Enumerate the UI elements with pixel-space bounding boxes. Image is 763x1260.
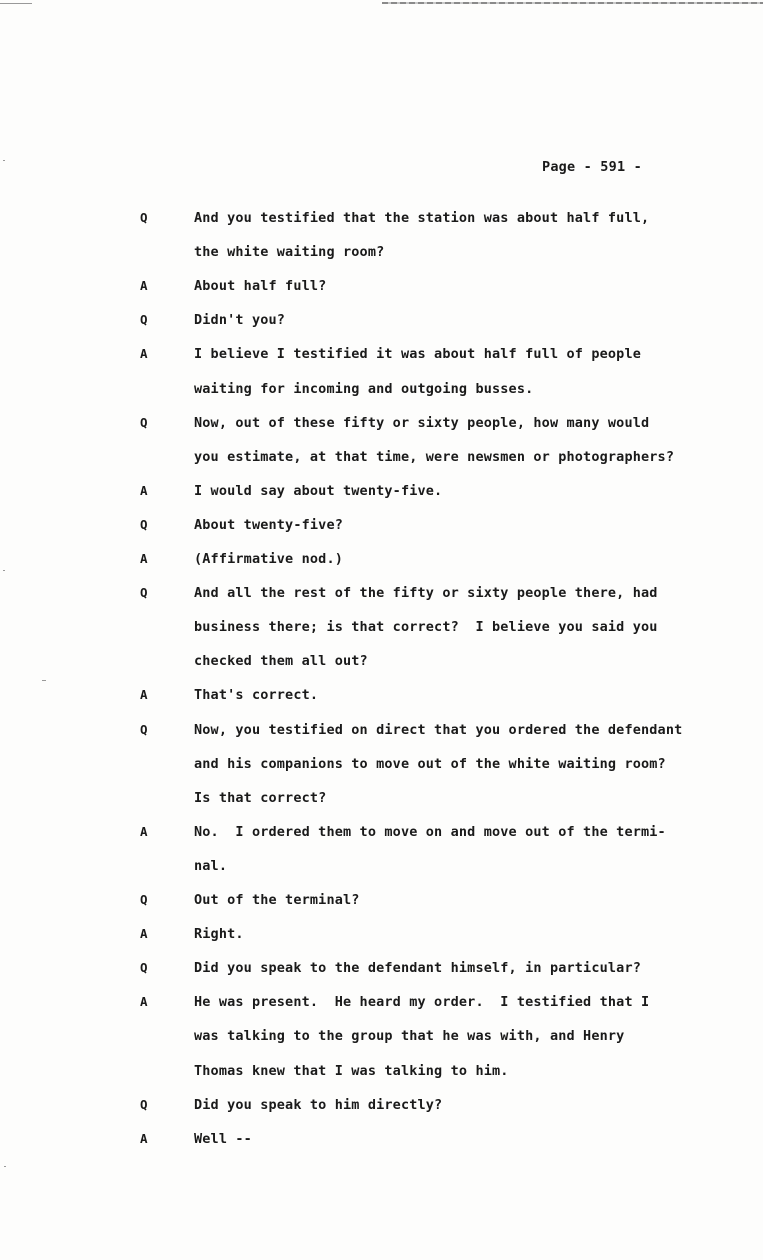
speaker-label: A (140, 482, 148, 498)
speaker-label: Q (140, 414, 148, 430)
transcript-line: He was present. He heard my order. I testified that I (194, 994, 650, 1011)
top-left-rule (0, 3, 32, 4)
speaker-label: Q (140, 210, 148, 225)
transcript-line: Didn't you? (194, 312, 286, 329)
transcript-line: Did you speak to him directly? (194, 1096, 443, 1113)
transcript-line: you estimate, at that time, were newsmen or photographers? (194, 448, 675, 465)
scan-speck (4, 1166, 6, 1167)
page-number: Page - 591 - (542, 159, 642, 175)
speaker-label: Q (140, 960, 148, 976)
speaker-label: Q (140, 1096, 148, 1112)
transcript-line: Is that correct? (194, 789, 327, 806)
transcript-line: About half full? (194, 278, 327, 295)
transcript-line: Well -- (194, 1130, 252, 1147)
transcript-line: the white waiting room? (194, 244, 385, 261)
speaker-label: A (140, 1130, 148, 1146)
transcript-line: And all the rest of the fifty or sixty people there, had (194, 585, 658, 602)
transcript-line: That's correct. (194, 687, 319, 704)
transcript-line: About twenty-five? (194, 516, 343, 533)
top-right-rule (382, 2, 763, 4)
speaker-label: A (140, 551, 148, 566)
transcript-line: And you testified that the station was about half full, (194, 210, 650, 226)
scan-speck (42, 680, 46, 681)
transcript-line: and his companions to move out of the white waiting room? (194, 755, 666, 772)
transcript-line: No. I ordered them to move on and move out of the termi- (194, 823, 666, 840)
speaker-label: Q (140, 721, 148, 737)
transcript-line: I believe I testified it was about half full of people (194, 346, 641, 363)
scan-speck (3, 570, 5, 571)
transcript-line: Now, you testified on direct that you ordered the defendant (194, 721, 683, 738)
transcript-line: was talking to the group that he was with, and Henry (194, 1028, 625, 1045)
speaker-label: A (140, 346, 148, 362)
scan-speck (3, 160, 5, 161)
transcript-line: (Affirmative nod.) (194, 551, 343, 567)
transcript-line: Right. (194, 926, 244, 943)
transcript-line: Now, out of these fifty or sixty people, how many would (194, 414, 650, 431)
transcript-line: business there; is that correct? I believe you said you (194, 619, 658, 636)
speaker-label: A (140, 278, 148, 294)
transcript-line: nal. (194, 857, 228, 874)
transcript-line: checked them all out? (194, 653, 368, 670)
transcript-line: Out of the terminal? (194, 892, 360, 908)
speaker-label: A (140, 994, 148, 1010)
speaker-label: Q (140, 892, 148, 907)
speaker-label: Q (140, 585, 148, 601)
speaker-label: A (140, 823, 148, 839)
transcript-line: I would say about twenty-five. (194, 482, 443, 499)
speaker-label: Q (140, 312, 148, 328)
speaker-label: A (140, 687, 148, 703)
transcript-line: Thomas knew that I was talking to him. (194, 1062, 509, 1079)
transcript-line: Did you speak to the defendant himself, in particular? (194, 960, 641, 977)
transcript-line: waiting for incoming and outgoing busses. (194, 380, 534, 397)
speaker-label: Q (140, 516, 148, 532)
speaker-label: A (140, 926, 148, 942)
